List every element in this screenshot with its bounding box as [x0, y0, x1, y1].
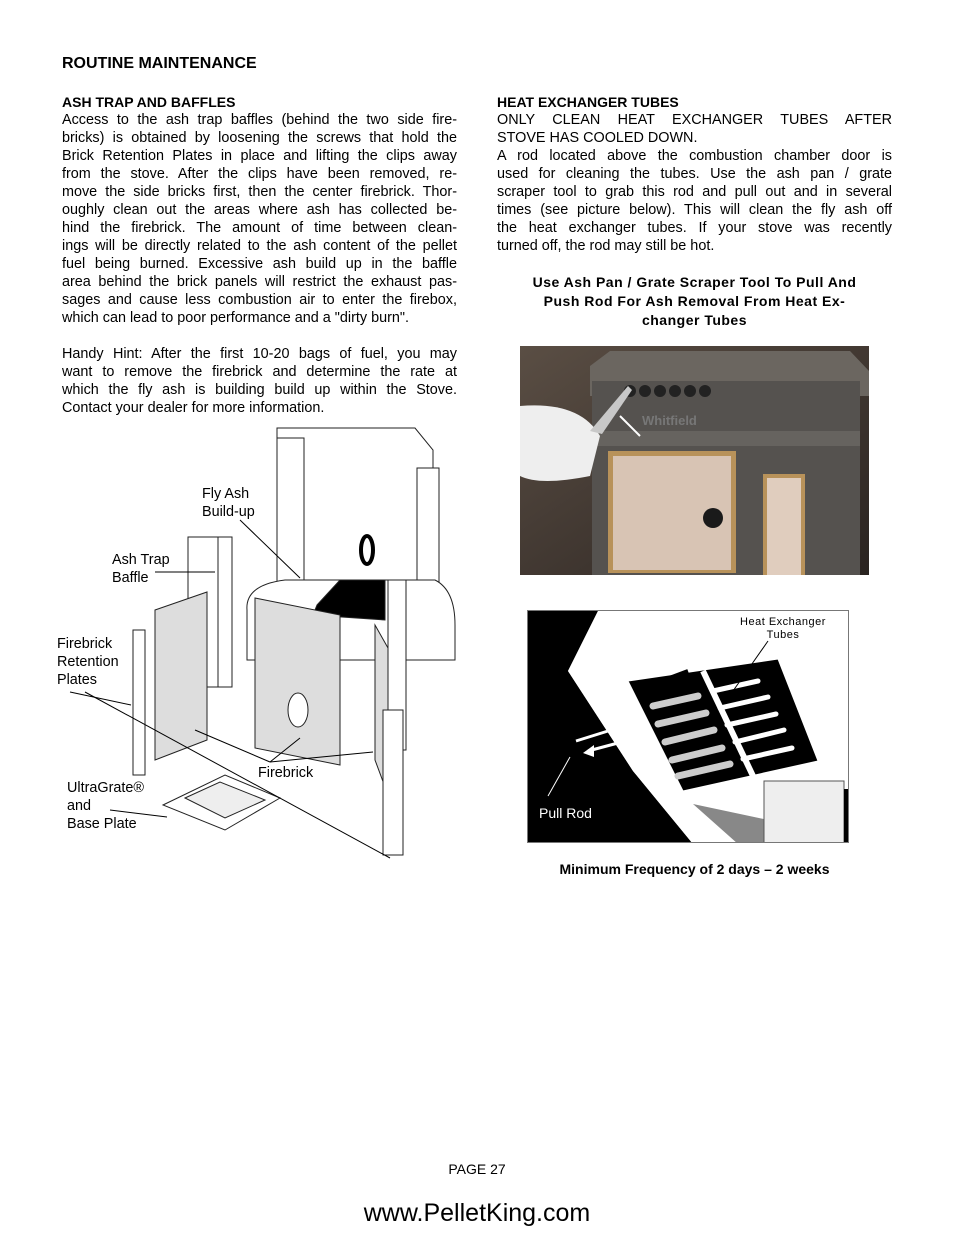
- label-line: Baffle: [112, 570, 149, 586]
- text-line: area behind the brick panels will restrict the exhaust pas-: [62, 274, 457, 290]
- text-line: Brick Retention Plates in place and lifting the clips away: [62, 148, 457, 164]
- text-line: turned off, the rod may still be hot.: [497, 238, 715, 254]
- caption-line: changer Tubes: [641, 312, 748, 328]
- firebrick-label: Firebrick: [258, 765, 314, 781]
- heat-exchanger-heading: HEAT EXCHANGER TUBES: [497, 94, 679, 110]
- ash-trap-paragraph: [62, 111, 457, 327]
- cleaning-frequency: Minimum Frequency of 2 days – 2 weeks: [559, 861, 830, 877]
- text-line: STOVE HAS COOLED DOWN.: [497, 130, 698, 146]
- text-line: Handy Hint: After the first 10-20 bags of fuel, you may: [62, 346, 457, 362]
- label-line: Build-up: [202, 504, 255, 520]
- caption-line: Use Ash Pan / Grate Scraper Tool To Pull And: [532, 274, 857, 290]
- text-line: sages and cause less combustion air to enter the firebox,: [62, 292, 457, 308]
- text-line: want to remove the firebrick and determine the rate at: [62, 364, 457, 380]
- stove-cleaning-photo: [520, 346, 869, 575]
- label-line: Ash Trap: [112, 552, 170, 568]
- stove-photo-drawing: [520, 346, 869, 575]
- label-line: Firebrick: [57, 636, 113, 652]
- text-line: bricks) is obtained by loosening the screws that hold the: [62, 130, 457, 146]
- text-line: from the stove. After the clips have been removed, re-: [62, 166, 457, 182]
- text-line: ONLY CLEAN HEAT EXCHANGER TUBES AFTER: [497, 112, 892, 128]
- label-line: Retention: [57, 654, 119, 670]
- text-line: A rod located above the combustion chamber door is: [497, 148, 892, 164]
- pull-rod-label: Pull Rod: [539, 805, 592, 821]
- page-number: PAGE 27: [448, 1161, 506, 1177]
- label-line: Tubes: [766, 629, 800, 641]
- page-title: ROUTINE MAINTENANCE: [62, 55, 257, 72]
- text-line: fuel being burned. Excessive ash build up in the baffle: [62, 256, 457, 272]
- label-line: UltraGrate®: [67, 780, 144, 796]
- retention-plates-label: [57, 635, 119, 689]
- heat-exchanger-tubes-label: [728, 616, 838, 642]
- heat-exchanger-diagram: [527, 610, 849, 843]
- text-line: Access to the ash trap baffles (behind the two side fire-: [62, 112, 457, 128]
- text-line: move the side bricks first, then the center firebrick. Thor-: [62, 184, 457, 200]
- stove-brand-text: Whitfield: [642, 413, 697, 428]
- cooldown-warning: [497, 111, 892, 255]
- label-line: Fly Ash: [202, 486, 250, 502]
- text-line: times (see picture below). This will clean the fly ash off: [497, 202, 892, 218]
- text-line: scraper tool to grab this rod and pull out and in several: [497, 184, 892, 200]
- caption-line: Push Rod For Ash Removal From Heat Ex-: [543, 293, 846, 309]
- website-link[interactable]: www.PelletKing.com: [363, 1199, 591, 1227]
- text-line: oughly clean out the areas where ash has collected be-: [62, 202, 457, 218]
- label-line: Base Plate: [67, 816, 137, 832]
- text-line: ings will be directly related to the ash content of the pellet: [62, 238, 457, 254]
- text-line: which the fly ash is building build up within the Stove.: [62, 382, 457, 398]
- ultragrate-label: [67, 779, 144, 833]
- ash-trap-heading: ASH TRAP AND BAFFLES: [62, 94, 236, 110]
- photo-caption: [497, 273, 892, 330]
- text-line: Contact your dealer for more information.: [62, 400, 325, 416]
- label-line: Heat Exchanger: [740, 616, 826, 628]
- ash-trap-baffle-label: [112, 551, 170, 587]
- firebox-exploded-diagram: [55, 420, 460, 860]
- text-line: hind the firebrick. The amount of time between clean-: [62, 220, 457, 236]
- label-line: Plates: [57, 672, 97, 688]
- text-line: which can lead to poor performance and a "dirty burn".: [62, 310, 409, 326]
- fly-ash-label: [202, 485, 255, 521]
- label-line: and: [67, 798, 92, 814]
- handy-hint-paragraph: [62, 345, 457, 417]
- text-line: used for cleaning the tubes. Use the ash pan / grate: [497, 166, 892, 182]
- text-line: the heat exchanger tubes. If your stove was recently: [497, 220, 892, 236]
